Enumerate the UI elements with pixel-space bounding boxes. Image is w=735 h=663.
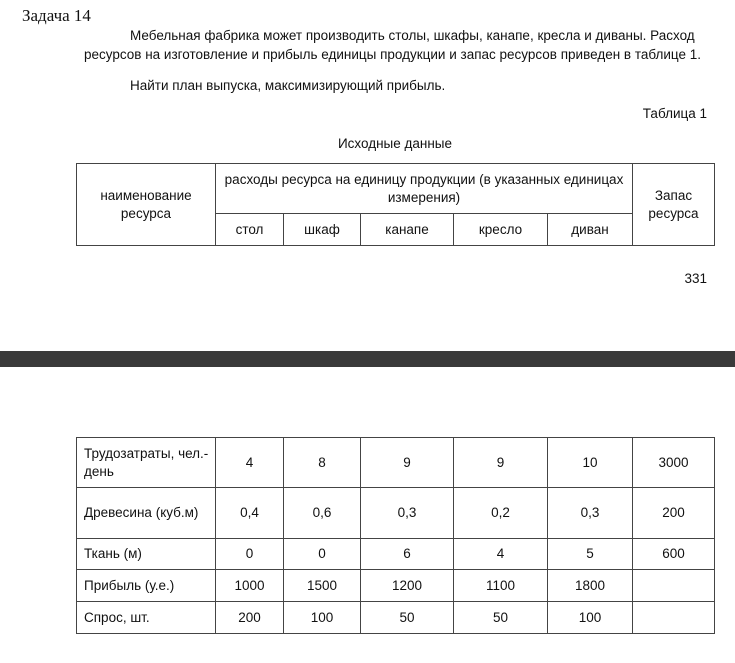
cell-value: 1100: [454, 570, 548, 602]
table-row: [77, 602, 715, 634]
page-number: 331: [684, 271, 707, 286]
problem-text-line-1: Мебельная фабрика может производить столы, шкафы, канапе, кресла и диваны. Расход: [130, 28, 695, 43]
header-product-wardrobe: шкаф: [284, 214, 361, 246]
cell-value: 50: [454, 602, 548, 634]
table-row: [77, 438, 715, 488]
cell-value: 0,3: [548, 488, 633, 539]
cell-value: 200: [216, 602, 284, 634]
cell-stock: [633, 570, 715, 602]
table-caption: Исходные данные: [337, 136, 453, 151]
cell-stock: 200: [633, 488, 715, 539]
data-table: [76, 437, 715, 634]
header-consumption: расходы ресурса на единицу продукции (в указанных единицах измерения): [216, 164, 633, 214]
cell-value: 9: [361, 438, 454, 488]
cell-value: 10: [548, 438, 633, 488]
problem-text-line-2: ресурсов на изготовление и прибыль единицы продукции и запас ресурсов приведен в таблице 1.: [84, 47, 702, 62]
cell-value: 8: [284, 438, 361, 488]
task-title: Задача 14: [22, 6, 91, 25]
cell-value: 100: [548, 602, 633, 634]
cell-value: 4: [454, 539, 548, 570]
cell-value: 1500: [284, 570, 361, 602]
cell-value: 50: [361, 602, 454, 634]
cell-value: 4: [216, 438, 284, 488]
cell-value: 0: [216, 539, 284, 570]
table-header: [76, 163, 715, 246]
header-product-canape: канапе: [361, 214, 454, 246]
cell-value: 0,3: [361, 488, 454, 539]
header-product-sofa: диван: [548, 214, 633, 246]
table-row: [77, 488, 715, 539]
cell-stock: 600: [633, 539, 715, 570]
table-row: [77, 570, 715, 602]
header-product-table: стол: [216, 214, 284, 246]
problem-question: Найти план выпуска, максимизирующий прибыль.: [130, 78, 446, 93]
cell-value: 100: [284, 602, 361, 634]
cell-stock: 3000: [633, 438, 715, 488]
cell-value: 0,6: [284, 488, 361, 539]
row-name: Ткань (м): [77, 539, 216, 570]
cell-value: 9: [454, 438, 548, 488]
header-product-armchair: кресло: [454, 214, 548, 246]
cell-stock: [633, 602, 715, 634]
row-name: Трудозатраты, чел.-день: [77, 438, 216, 488]
cell-value: 0,2: [454, 488, 548, 539]
row-name: Древесина (куб.м): [77, 488, 216, 539]
cell-value: 1200: [361, 570, 454, 602]
cell-value: 1000: [216, 570, 284, 602]
cell-value: 0,4: [216, 488, 284, 539]
cell-value: 6: [361, 539, 454, 570]
cell-value: 1800: [548, 570, 633, 602]
table-label: Таблица 1: [642, 106, 707, 121]
row-name: Прибыль (у.е.): [77, 570, 216, 602]
page-break: [0, 351, 735, 367]
header-resource-name: наименование ресурса: [77, 164, 216, 246]
cell-value: 5: [548, 539, 633, 570]
table-row: [77, 539, 715, 570]
cell-value: 0: [284, 539, 361, 570]
row-name: Спрос, шт.: [77, 602, 216, 634]
header-stock: Запас ресурса: [633, 164, 715, 246]
